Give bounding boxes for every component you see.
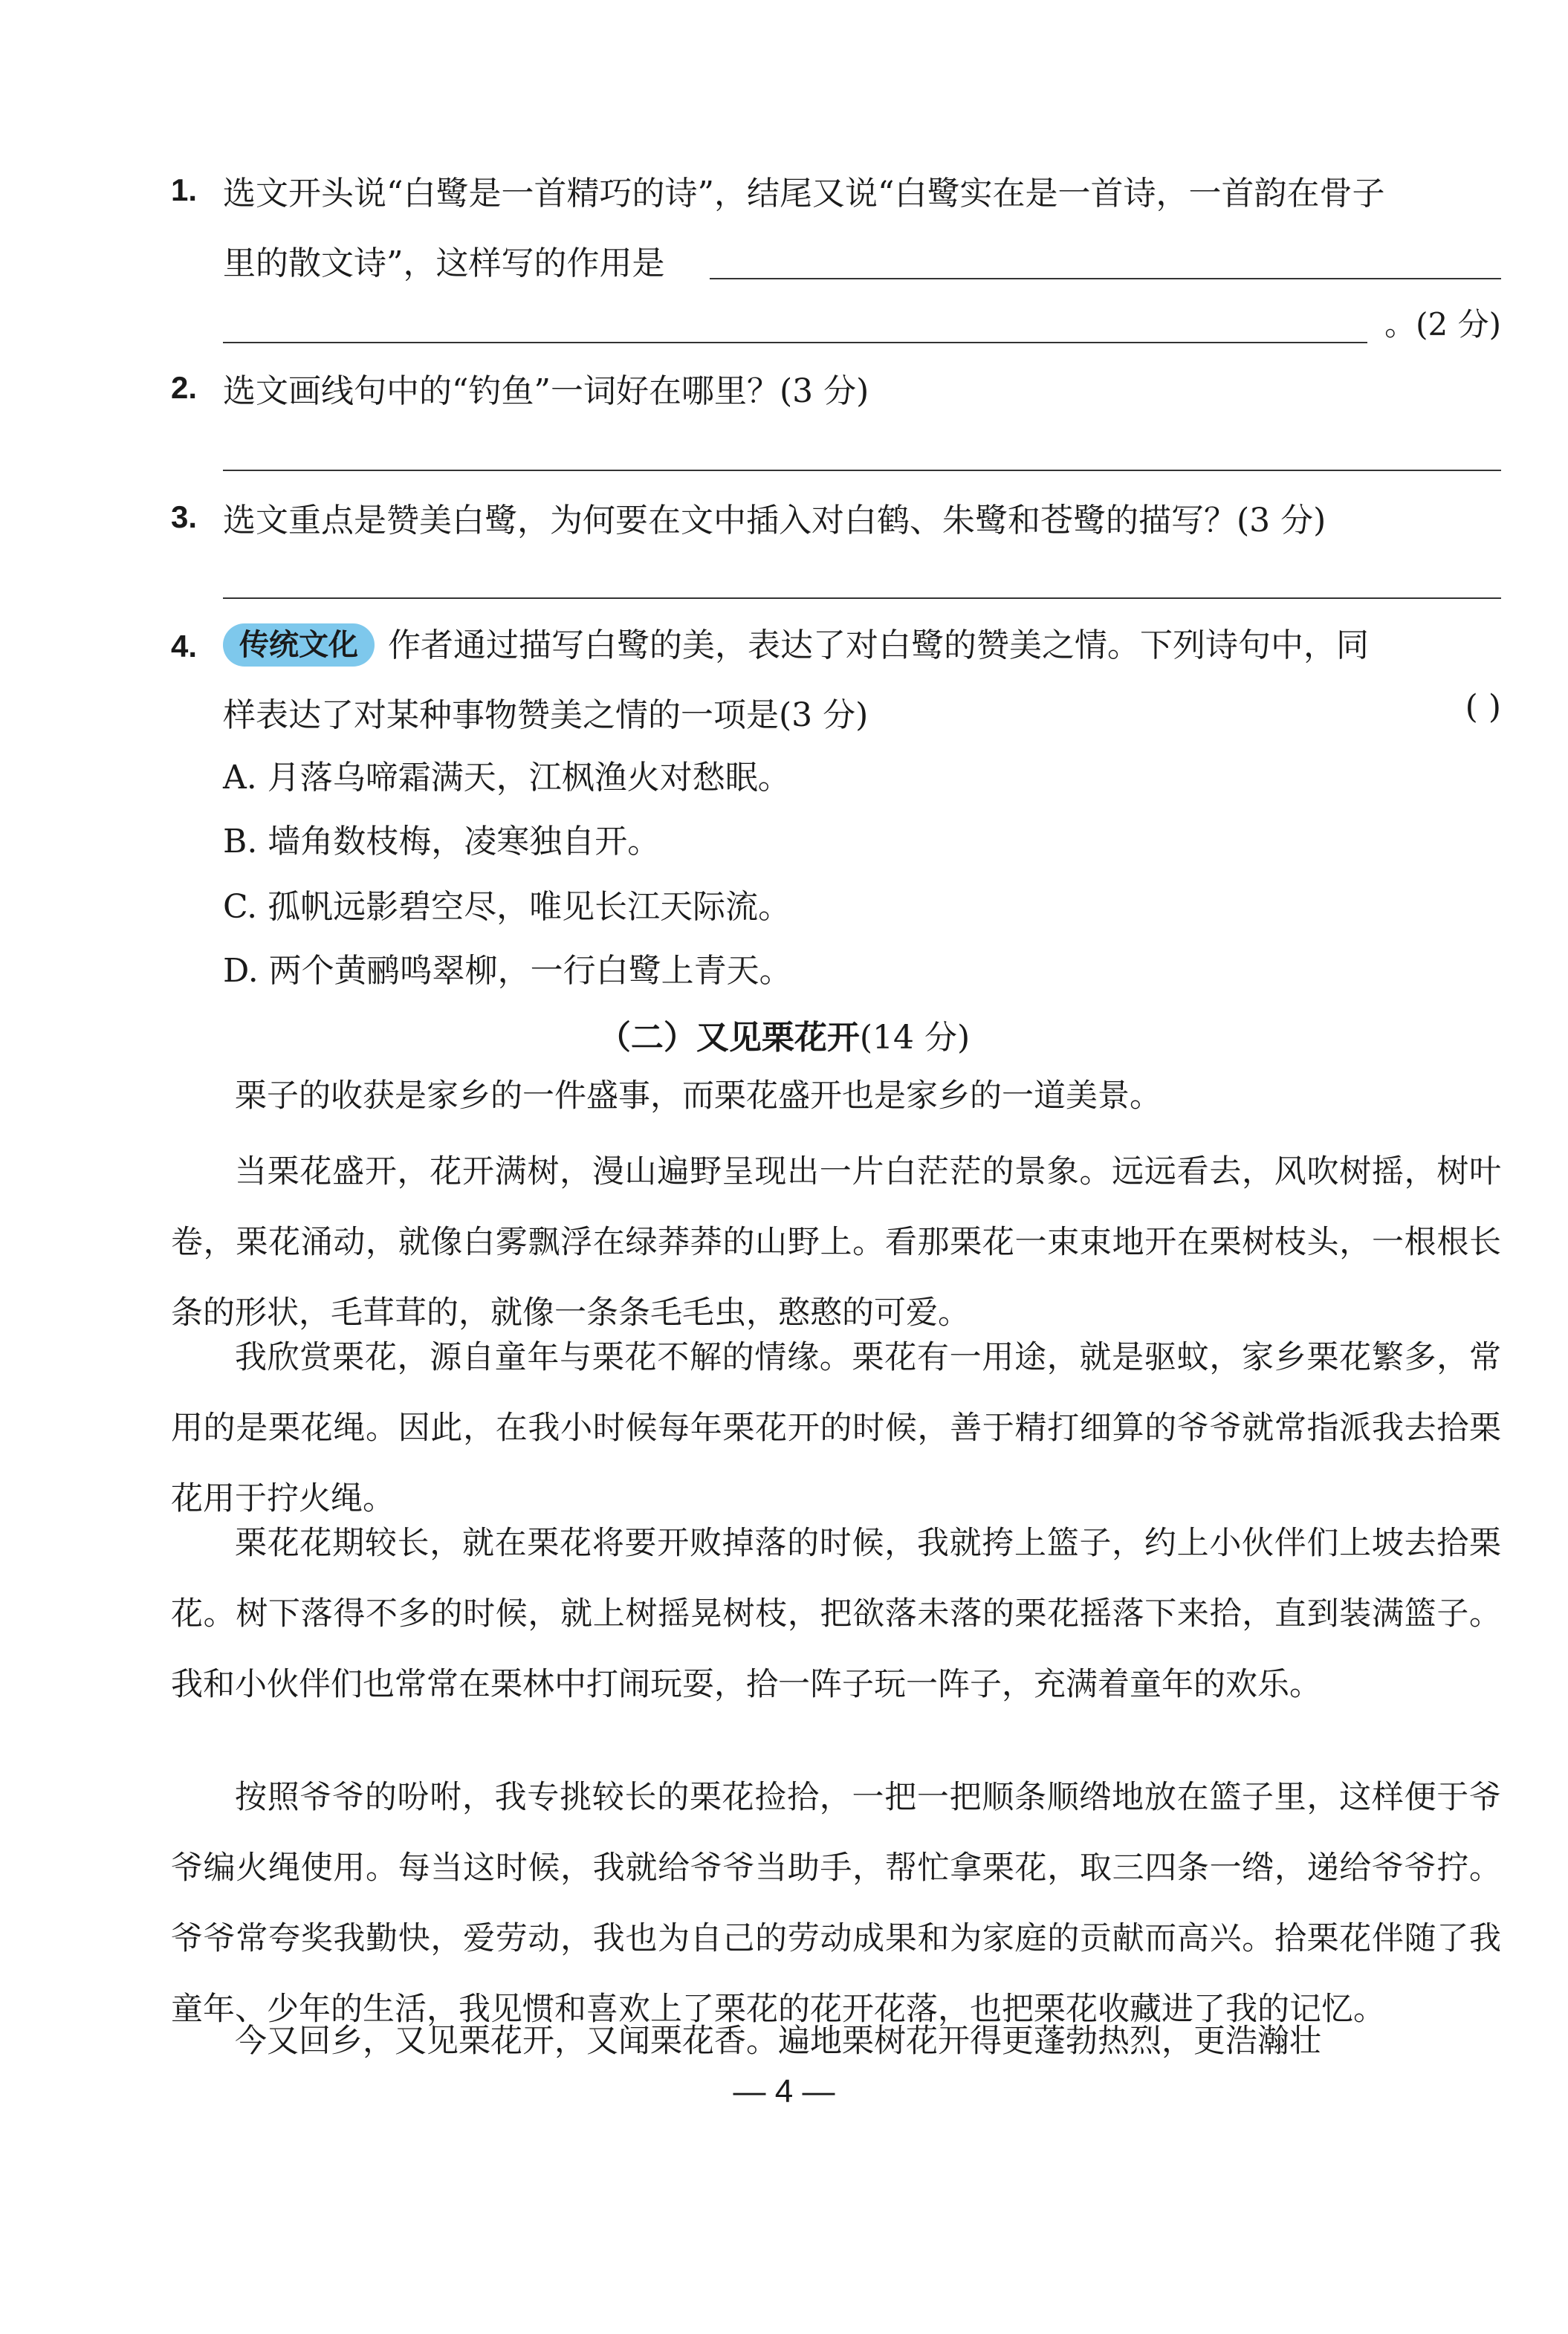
paragraph-text: 我欣赏栗花，源自童年与栗花不解的情缘。栗花有一用途，就是驱蚊，家乡栗花繁多，常用的是栗花绳。因此，在我小时候每年栗花开的时候，善于精打细算的爷爷就常指派我去拾栗花用于拧火绳。 [171,1339,1501,1517]
question-3 [171,499,1501,611]
question-text-line1: 作者通过描写白鹭的美，表达了对白鹭的赞美之情。下列诗句中，同 [388,626,1369,664]
question-number: 3. [171,499,198,534]
paragraph-text: 今又回乡，又见栗花开，又闻栗花香。遍地栗树花开得更蓬勃热烈，更浩瀚壮 [235,2023,1321,2060]
question-text: 选文重点是赞美白鹭，为何要在文中插入对白鹤、朱鹭和苍鹭的描写？(3 分) [223,502,1326,539]
section-title-text: （二）又见栗花开 [597,1019,860,1057]
question-number: 4. [171,629,198,664]
passage-paragraph [171,1508,1501,1720]
passage-paragraph [171,1137,1501,1349]
question-text: 样表达了对某种事物赞美之情的一项是(3 分) [223,696,869,734]
question-text [223,618,1369,667]
question-number: 2. [171,370,198,405]
question-text: 里的散文诗”，这样写的作用是 [223,244,665,282]
answer-blank[interactable] [223,470,1501,471]
paragraph-text: 栗子的收获是家乡的一件盛事，而栗花盛开也是家乡的一道美景。 [235,1077,1162,1115]
question-text: 选文开头说“白鹭是一首精巧的诗”，结尾又说“白鹭实在是一首诗，一首韵在骨子 [223,175,1385,213]
option-d[interactable]: D. 两个黄鹂鸣翠柳，一行白鹭上青天。 [223,952,792,990]
page-number: — 4 — [733,2073,835,2110]
option-b[interactable]: B. 墙角数枝梅，凌寒独自开。 [223,823,661,860]
answer-blank[interactable] [223,342,1367,343]
answer-parentheses[interactable]: ( ) [1465,688,1501,726]
paragraph-text: 当栗花盛开，花开满树，漫山遍野呈现出一片白茫茫的景象。远远看去，风吹树摇，树叶卷，栗花涌动，就像白雾飘浮在绿莽莽的山野上。看那栗花一束束地开在栗树枝头，一根根长条的形状，毛茸茸的，就像一条条毛毛虫，憨憨的可爱。 [171,1153,1501,1332]
question-text: 选文画线句中的“钓鱼”一词好在哪里？(3 分) [223,372,869,410]
passage-paragraph [171,1763,1501,2045]
section-score: (14 分) [859,1019,971,1057]
passage-paragraph [171,1323,1501,1534]
answer-blank[interactable] [710,278,1501,279]
option-c[interactable]: C. 孤帆远影碧空尽，唯见长江天际流。 [223,888,791,926]
passage-paragraph-last [171,2006,1501,2077]
category-tag: 传统文化 [223,623,375,667]
paragraph-text: 按照爷爷的吩咐，我专挑较长的栗花捡拾，一把一把顺条顺绺地放在篮子里，这样便于爷爷编火绳使用。每当这时候，我就给爷爷当助手，帮忙拿栗花，取三四条一绺，递给爷爷拧。爷爷常夸奖我勤快，爱劳动，我也为自己的劳动成果和为家庭的贡献而高兴。拾栗花伴随了我童年、少年的生活，我见惯和喜欢上了栗花的花开花落，也把栗花收藏进了我的记忆。 [171,1779,1501,2028]
option-a[interactable]: A. 月落乌啼霜满天，江枫渔火对愁眠。 [223,759,791,797]
paragraph-text: 栗花花期较长，就在栗花将要开败掉落的时候，我就挎上篮子，约上小伙伴们上坡去拾栗花。树下落得不多的时候，就上树摇晃树枝，把欲落未落的栗花摇落下来拾，直到装满篮子。我和小伙伴们也常常在栗林中打闹玩耍，拾一阵子玩一阵子，充满着童年的欢乐。 [171,1525,1501,1703]
section-title [0,1011,1568,1058]
passage-paragraph [171,1061,1501,1132]
question-score: 。(2 分) [1384,306,1501,343]
question-1 [171,172,1501,351]
answer-blank[interactable] [223,597,1501,599]
question-2 [171,370,1501,482]
question-number: 1. [171,172,198,207]
